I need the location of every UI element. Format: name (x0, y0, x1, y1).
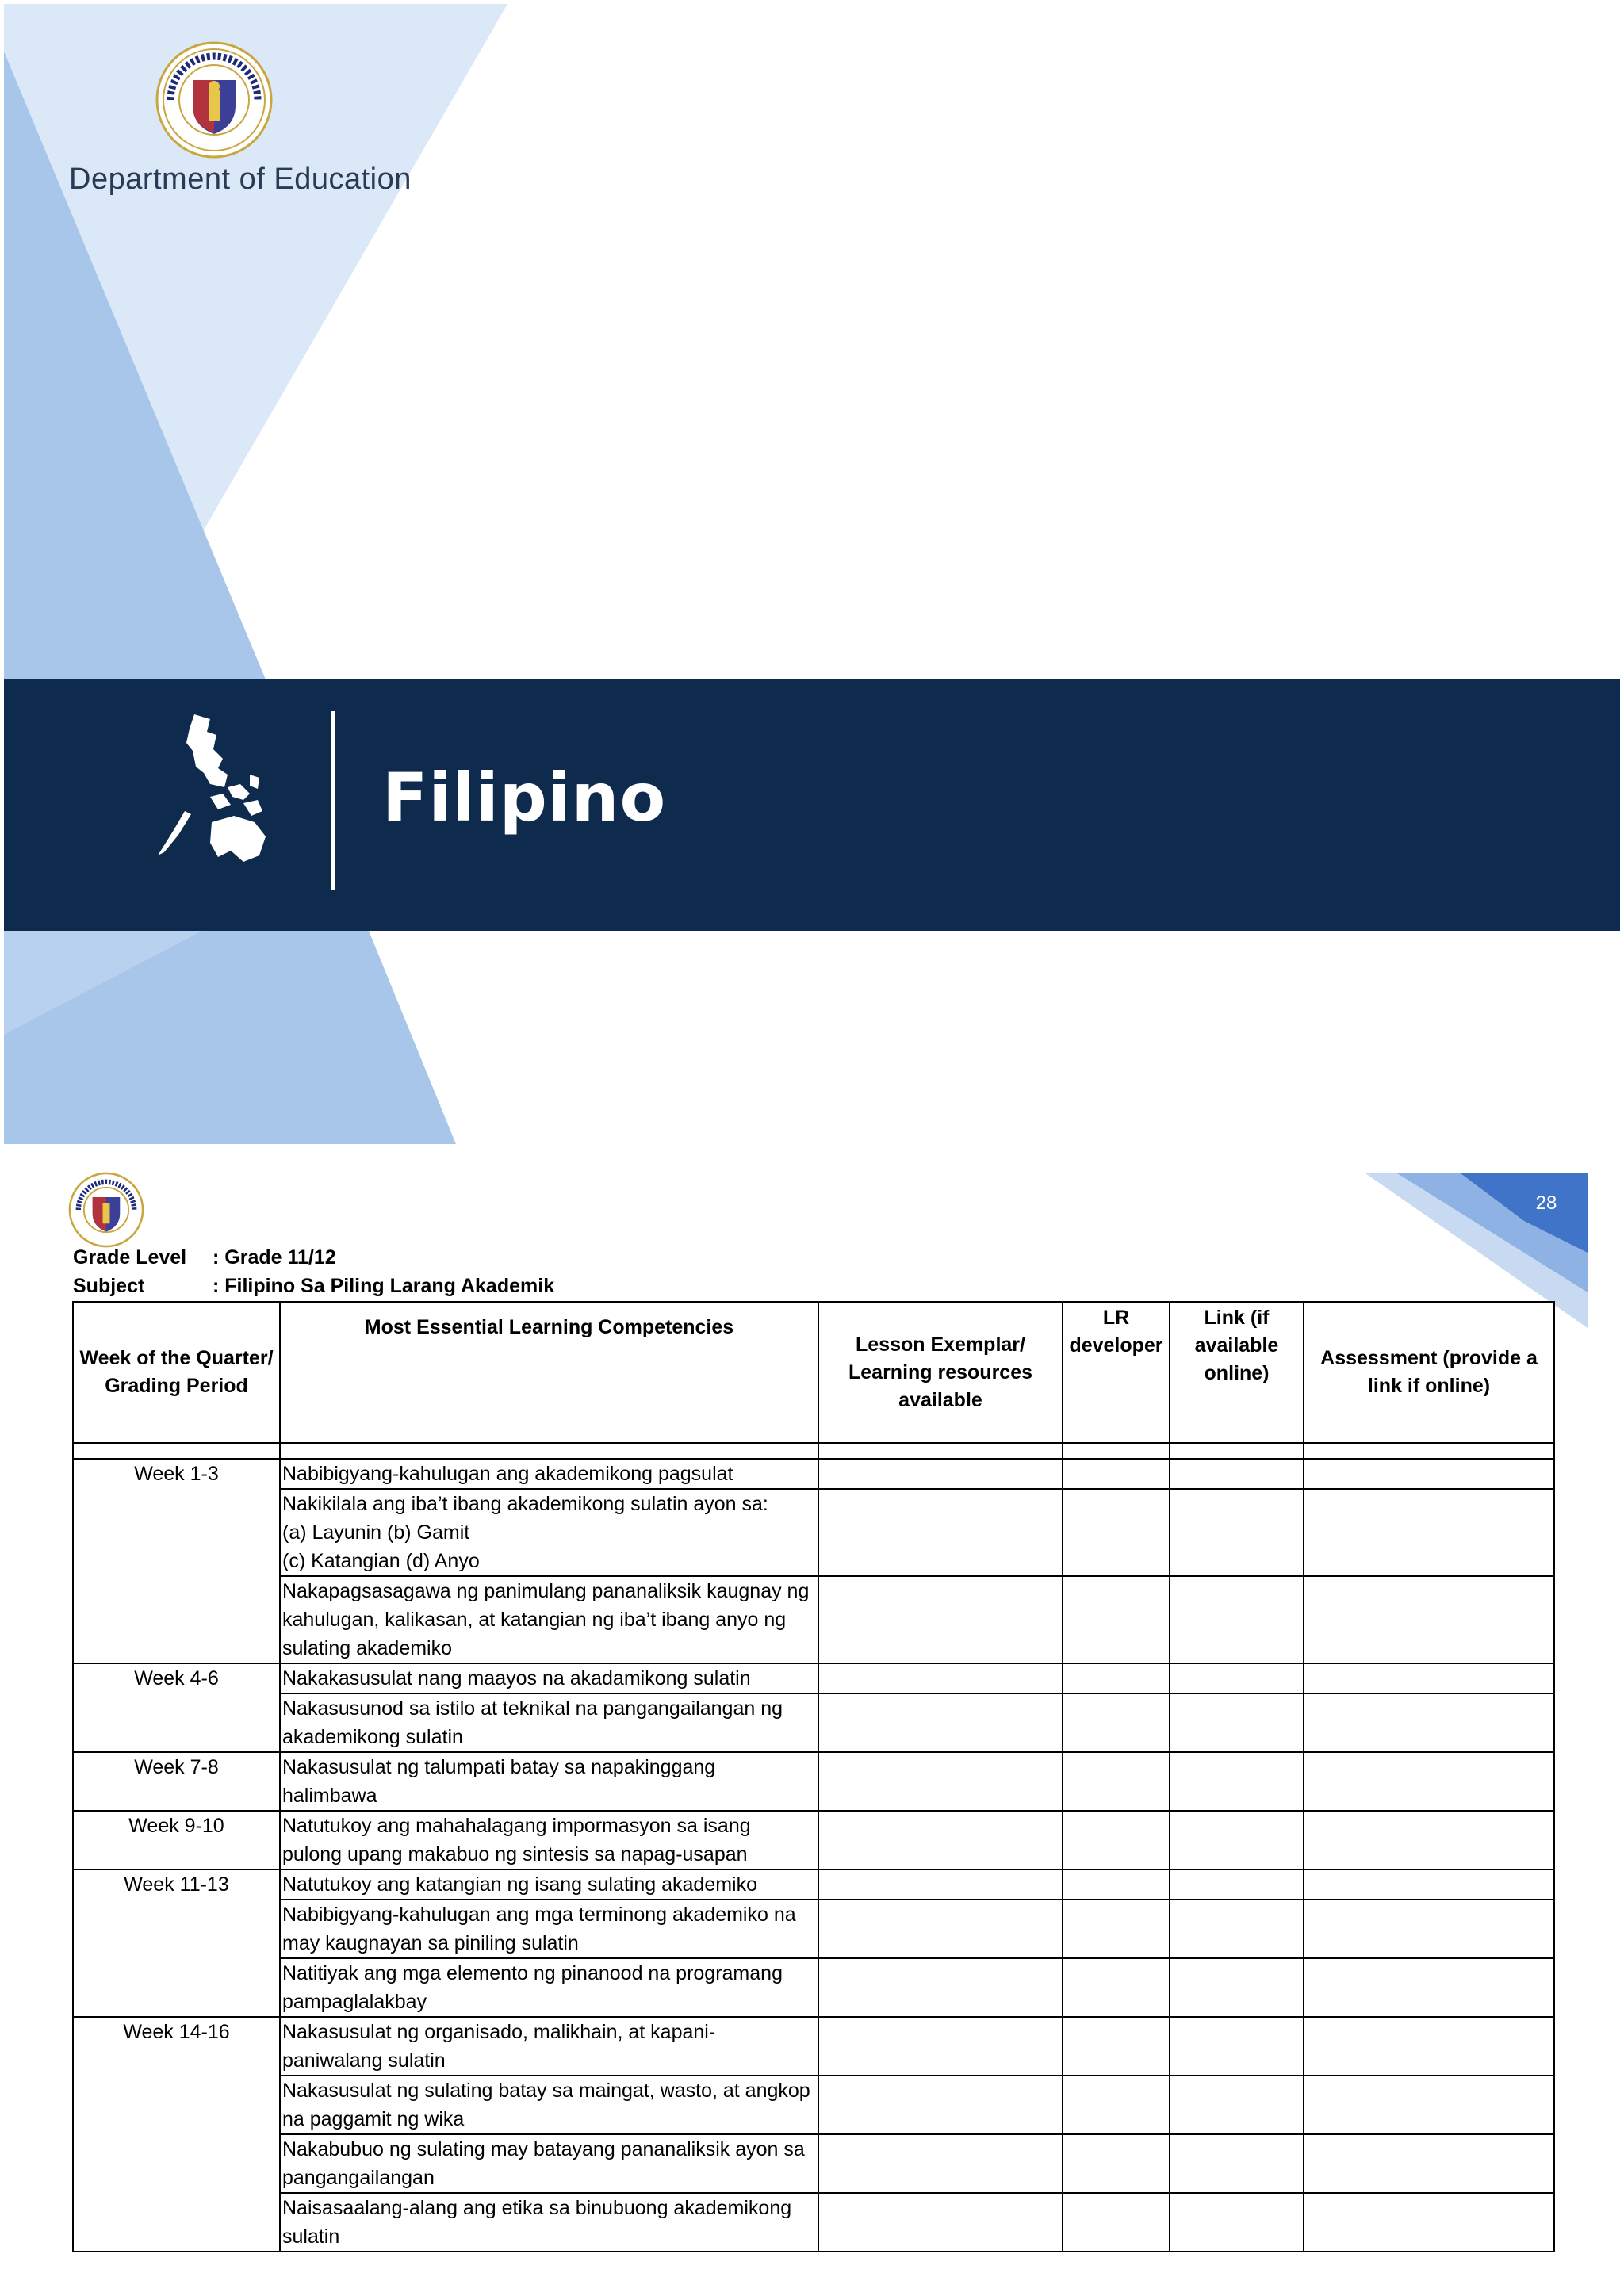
grade-level-line (73, 1246, 336, 1269)
column-header-link: Link (if available online) (1170, 1302, 1304, 1443)
column-header-competencies: Most Essential Learning Competencies (280, 1302, 818, 1443)
subject-banner (4, 679, 1620, 931)
competency-cell: Nakasusunod sa istilo at teknikal na pangangailangan ng akademikong sulatin (280, 1693, 818, 1752)
competency-cell: Natitiyak ang mga elemento ng pinanood na programang pampaglalakbay (280, 1958, 818, 2017)
table-row (73, 1752, 1554, 1811)
table-row (73, 1663, 1554, 1693)
competency-cell: Nakasusulat ng talumpati batay sa napakinggang halimbawa (280, 1752, 818, 1811)
page-number: 28 (1535, 1192, 1557, 1214)
table-row (73, 2134, 1554, 2193)
subject-title: Filipino (382, 759, 667, 836)
grade-level-value: : Grade 11/12 (213, 1246, 336, 1269)
week-cell: Week 7-8 (73, 1752, 280, 1811)
week-cell: Week 1-3 (73, 1459, 280, 1663)
cover-page (4, 4, 1620, 1144)
competency-cell: Naisasaalang-alang ang etika sa binubuong akademikong sulatin (280, 2193, 818, 2252)
banner-divider (331, 711, 335, 890)
column-header-assessment: Assessment (provide a link if online) (1304, 1302, 1554, 1443)
competency-cell: Nakapagsasagawa ng panimulang pananaliksik kaugnay ng kahulugan, kalikasan, at katangian ng iba’t ibang anyo ng sulating akademiko (280, 1576, 818, 1663)
subject-label: Subject (73, 1275, 145, 1297)
competency-cell: Nakabubuo ng sulating may batayang pananaliksik ayon sa pangangailangan (280, 2134, 818, 2193)
table-row (73, 1459, 1554, 1489)
grade-level-label: Grade Level (73, 1246, 187, 1269)
competency-cell: Nabibigyang-kahulugan ang mga terminong akademiko na may kaugnayan sa piniling sulatin (280, 1900, 818, 1958)
competency-cell: Nakikilala ang iba’t ibang akademikong sulatin ayon sa: (a) Layunin (b) Gamit (c) Katangian (d) Anyo (280, 1489, 818, 1576)
deped-small-seal-icon (68, 1172, 144, 1248)
column-header-lesson-exemplar: Lesson Exemplar/ Learning resources available (818, 1302, 1063, 1443)
competency-cell: Nabibigyang-kahulugan ang akademikong pagsulat (280, 1459, 818, 1489)
table-row (73, 2017, 1554, 2076)
week-cell: Week 4-6 (73, 1663, 280, 1752)
table-spacer-row (73, 1443, 1554, 1459)
table-row (73, 1693, 1554, 1752)
column-header-week: Week of the Quarter/ Grading Period (73, 1302, 280, 1443)
subject-line (73, 1275, 554, 1298)
competency-cell: Nakakasusulat nang maayos na akadamikong sulatin (280, 1663, 818, 1693)
week-cell: Week 9-10 (73, 1811, 280, 1869)
table-row (73, 1958, 1554, 2017)
table-row (73, 1869, 1554, 1900)
competency-cell: Natutukoy ang mahahalagang impormasyon sa isang pulong upang makabuo ng sintesis sa napag-usapan (280, 1811, 818, 1869)
table-row (73, 1900, 1554, 1958)
philippines-map-icon (155, 711, 282, 870)
column-header-lr-developer: LR developer (1063, 1302, 1170, 1443)
week-cell: Week 14-16 (73, 2017, 280, 2252)
week-cell: Week 11-13 (73, 1869, 280, 2017)
table-row (73, 1811, 1554, 1869)
table-row (73, 2193, 1554, 2252)
table-row (73, 1489, 1554, 1576)
melc-table (72, 1301, 1555, 2252)
competency-cell: Natutukoy ang katangian ng isang sulating akademiko (280, 1869, 818, 1900)
deped-seal-icon (155, 40, 274, 159)
competency-cell: Nakasusulat ng organisado, malikhain, at kapani-paniwalang sulatin (280, 2017, 818, 2076)
table-row (73, 1576, 1554, 1663)
subject-value: : Filipino Sa Piling Larang Akademik (213, 1275, 555, 1297)
table-header-row (73, 1302, 1554, 1443)
competency-cell: Nakasusulat ng sulating batay sa maingat, wasto, at angkop na paggamit ng wika (280, 2076, 818, 2134)
table-row (73, 2076, 1554, 2134)
department-name: Department of Education (69, 163, 412, 196)
